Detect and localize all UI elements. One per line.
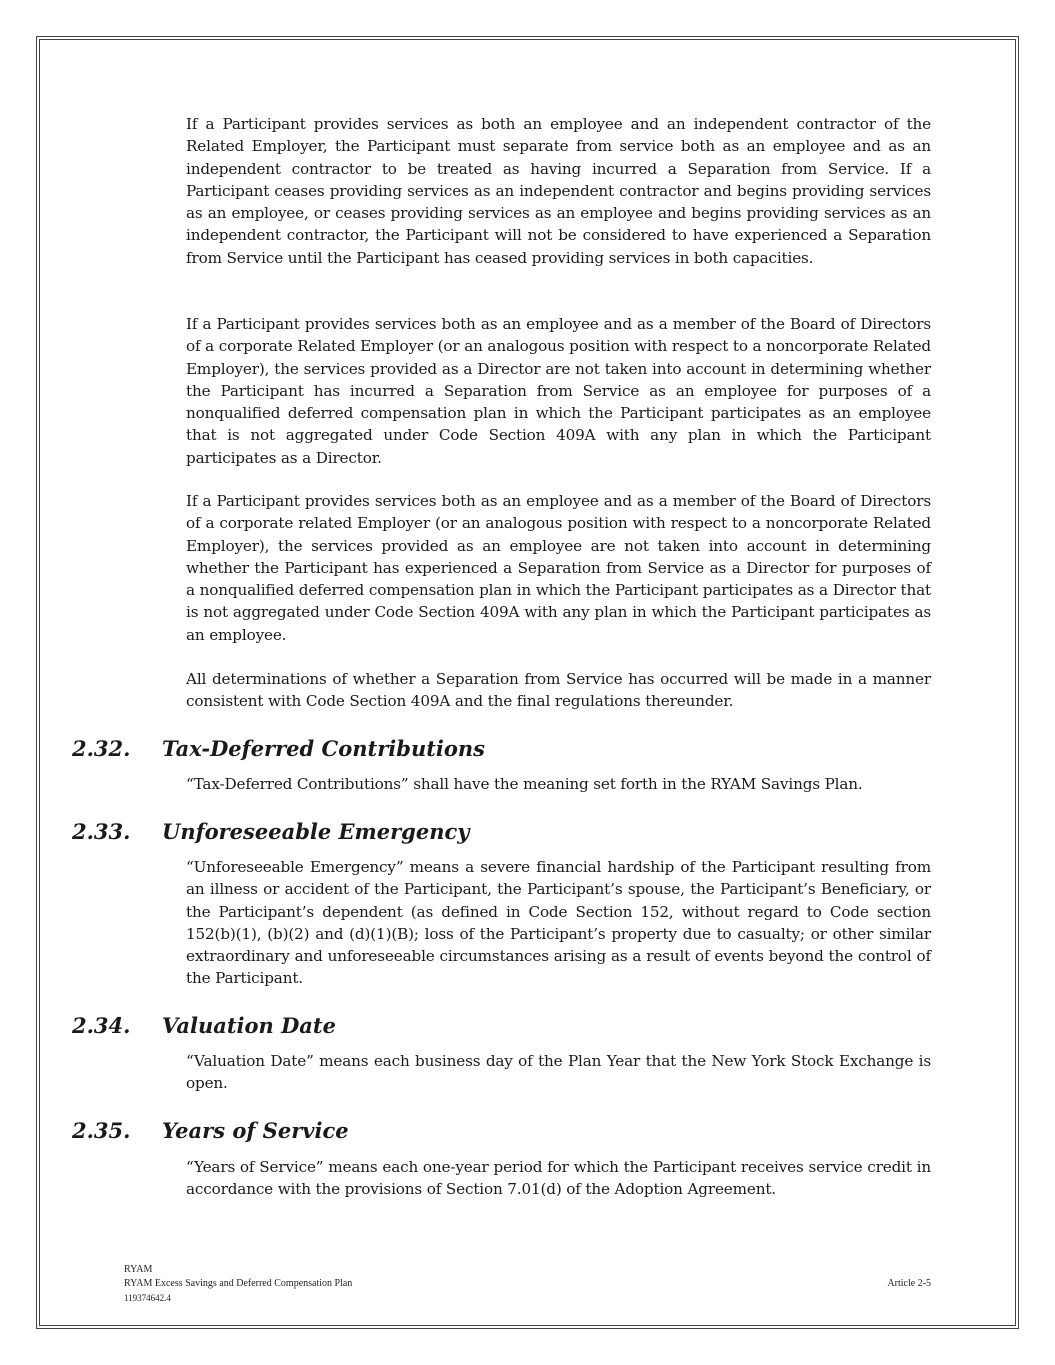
section-number-2-35: 2.35. — [72, 1118, 131, 1143]
separation-paragraph-contractor: If a Participant provides services as both an employee and an independent contractor of the Related Employer, the Participant must separate from service both as an employee and as an independent contractor to be treated as having incurred a Separation from Service. If a Participant ceases providing services as an independent contractor and begins providing services as an employee, or ceases providing services as an employee and begins providing services as an independent contractor, the Participant will not be considered to have experienced a Separation from Service until the Participant has ceased providing services in both capacities. — [186, 115, 931, 267]
section-number-2-32: 2.32. — [72, 736, 131, 761]
separation-paragraph-director: If a Participant provides services both as an employee and as a member of the Board of Directors of a corporate Related Employer (or an analogous position with respect to a noncorporate Related Employer), the services provided as a Director are not taken into account in determining whether the Participant has incurred a Separation from Service as an employee for purposes of a nonqualified deferred compensation plan in which the Participant participates as an employee that is not aggregated under Code Section 409A with any plan in which the Participant participates as a Director. — [186, 315, 931, 467]
section-body-valuation-date: “Valuation Date” means each business day of the Plan Year that the New York Stock Exchange is open. — [186, 1052, 931, 1093]
section-title-tax-deferred-contributions: Tax-Deferred Contributions — [162, 736, 485, 761]
footer-doc-id: 119374642.4 — [124, 1293, 171, 1303]
section-body-years-of-service: “Years of Service” means each one-year period for which the Participant receives service credit in accordance with the provisions of Section 7.01(d) of the Adoption Agreement. — [186, 1158, 931, 1199]
separation-paragraph-determinations: All determinations of whether a Separation from Service has occurred will be made in a manner consistent with Code Section 409A and the final regulations thereunder. — [186, 670, 931, 711]
section-title-unforeseeable-emergency: Unforeseeable Emergency — [162, 819, 470, 844]
section-body-tax-deferred-contributions: “Tax-Deferred Contributions” shall have the meaning set forth in the RYAM Savings Plan. — [186, 775, 863, 793]
section-title-valuation-date: Valuation Date — [162, 1013, 336, 1038]
section-number-2-33: 2.33. — [72, 819, 131, 844]
footer-plan-name: RYAM Excess Savings and Deferred Compensation Plan — [124, 1278, 353, 1289]
section-title-years-of-service: Years of Service — [162, 1118, 349, 1143]
separation-paragraph-employee: If a Participant provides services both as an employee and as a member of the Board of Directors of a corporate related Employer (or an analogous position with respect to a noncorporate Related Employer), the services provided as an employee are not taken into account in determining whether the Participant has experienced a Separation from Service as a Director for purposes of a nonqualified deferred compensation plan in which the Participant participates as a Director that is not aggregated under Code Section 409A with any plan in which the Participant participates as an employee. — [186, 492, 931, 644]
section-number-2-34: 2.34. — [72, 1013, 131, 1038]
section-body-unforeseeable-emergency: “Unforeseeable Emergency” means a severe financial hardship of the Participant resulting from an illness or accident of the Participant, the Participant’s spouse, the Participant’s Beneficiary, or the Participant’s dependent (as defined in Code Section 152, without regard to Code section 152(b)(1), (b)(2) and (d)(1)(B); loss of the Participant’s property due to casualty; or other similar extraordinary and unforeseeable circumstances arising as a result of events beyond the control of the Participant. — [186, 858, 931, 988]
footer-company: RYAM — [124, 1264, 153, 1275]
footer-page-label: Article 2-5 — [887, 1278, 931, 1289]
